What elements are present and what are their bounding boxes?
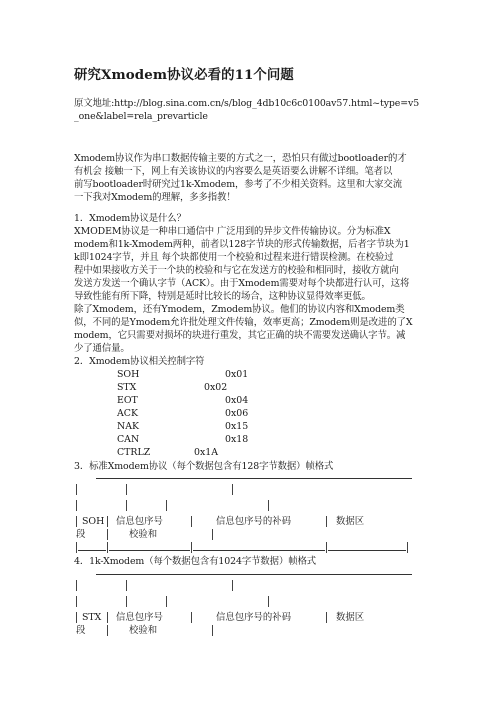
frame-divider xyxy=(76,612,77,623)
frame-bottom-rule xyxy=(193,550,325,551)
control-name-soh: SOH xyxy=(117,369,140,380)
field-packet-seq-complement: 信息包序号的补码 xyxy=(216,516,292,527)
control-value-soh: 0x01 xyxy=(225,369,249,380)
control-value-ctrlz: 0x1A xyxy=(194,447,218,458)
section-1-para2-line-3: modem，它只需要对损坏的块进行重发，其它正确的块不需要发送确认字节。减 xyxy=(74,330,406,341)
field-data-area-cont: 段 xyxy=(76,529,86,540)
control-value-eot: 0x04 xyxy=(225,395,249,406)
section-1-para1-line-6: 导致性能有所下降，特别是延时比较长的场合，这种协议显得效率更低。 xyxy=(74,291,371,302)
source-url-line-1[interactable]: 原文地址:http://blog.sina.com.cn/s/blog_4db10c6c0100av57.html~type=v5 xyxy=(74,98,420,109)
frame-top-rule xyxy=(96,478,412,479)
intro-line-4: 一下我对Xmodem的理解，多多指教！ xyxy=(74,192,236,203)
section-1-para1-line-3: k即1024字节，并且 每个块都使用一个校验和过程来进行错误检测。在校验过 xyxy=(74,252,394,263)
field-data-area-cont: 段 xyxy=(76,625,86,636)
field-data-area: 数据区 xyxy=(336,516,365,527)
section-4-heading: 4．1k-Xmodem（每个数据包含有1024字节数据）帧格式 xyxy=(74,556,317,567)
field-packet-seq: 信息包序号 xyxy=(116,612,163,623)
field-start-byte: SOH xyxy=(82,516,105,527)
frame-divider xyxy=(268,596,269,607)
frame-divider xyxy=(76,542,77,553)
frame-divider xyxy=(126,484,127,495)
intro-line-3: 前写bootloader时研究过1k-Xmodem，参考了不少相关资料。这里和大家交流 xyxy=(74,179,402,190)
control-name-stx: STX xyxy=(117,382,137,393)
field-checksum: 校验和 xyxy=(129,529,158,540)
frame-divider xyxy=(232,580,233,591)
control-name-nak: NAK xyxy=(117,421,139,432)
control-value-ack: 0x06 xyxy=(225,408,249,419)
frame-divider xyxy=(107,516,108,527)
section-1-para1-line-1: XMODEM协议是一种串口通信中 广泛用到的异步文件传输协议。分为标准X xyxy=(74,226,391,237)
field-packet-seq: 信息包序号 xyxy=(116,516,163,527)
frame-divider xyxy=(107,625,108,636)
field-checksum: 校验和 xyxy=(129,625,158,636)
control-value-stx: 0x02 xyxy=(204,382,228,393)
frame-divider xyxy=(76,500,77,511)
field-start-byte: STX xyxy=(82,612,102,623)
control-name-ctrlz: CTRLZ xyxy=(117,447,151,458)
frame-divider xyxy=(107,542,108,553)
control-value-can: 0x18 xyxy=(225,434,249,445)
field-packet-seq-complement: 信息包序号的补码 xyxy=(216,612,292,623)
intro-line-2: 有机会 接触一下，网上有关该协议的内容要么是英语要么讲解不详细。笔者以 xyxy=(74,166,393,177)
frame-divider xyxy=(268,500,269,511)
section-1-heading: 1．Xmodem协议是什么？ xyxy=(74,213,186,224)
frame-divider xyxy=(191,516,192,527)
frame-top-rule xyxy=(96,574,412,575)
control-name-eot: EOT xyxy=(117,395,138,406)
intro-line-1: Xmodem协议作为串口数据传输主要的方式之一，恐怕只有做过bootloader的才 xyxy=(74,153,407,164)
control-name-ack: ACK xyxy=(117,408,138,419)
frame-divider xyxy=(326,542,327,553)
frame-divider xyxy=(232,484,233,495)
frame-divider xyxy=(166,500,167,511)
section-1-para2-line-1: 除了Xmodem，还有Ymodem，Zmodem协议。他们的协议内容和Xmodem类 xyxy=(74,304,405,315)
section-1-para1-line-2: modem和1k-Xmodem两种，前者以128字节块的形式传输数据，后者字节块为1 xyxy=(74,239,410,250)
frame-divider xyxy=(76,596,77,607)
frame-divider xyxy=(166,596,167,607)
section-2-heading: 2．Xmodem协议相关控制字符 xyxy=(74,356,205,367)
frame-bottom-rule xyxy=(109,550,190,551)
page-title: 研究Xmodem协议必看的11个问题 xyxy=(74,67,294,83)
frame-divider xyxy=(76,580,77,591)
section-1-para2-line-4: 少了通信量。 xyxy=(74,343,130,354)
frame-divider xyxy=(126,500,127,511)
frame-bottom-rule xyxy=(78,550,106,551)
section-1-para2-line-2: 似，不同的是Ymodem允许批处理文件传输，效率更高；Zmodem则是改进的了X xyxy=(74,317,413,328)
frame-divider xyxy=(126,596,127,607)
section-1-para1-line-5: 发送方发送一个确认字节（ACK）。由于Xmodem需要对每个块都进行认可，这将 xyxy=(74,278,410,289)
field-data-area: 数据区 xyxy=(336,612,365,623)
frame-divider xyxy=(407,542,408,553)
frame-divider xyxy=(126,580,127,591)
frame-divider xyxy=(107,529,108,540)
source-url-line-2[interactable]: _one&label=rela_prevarticle xyxy=(74,111,208,122)
frame-divider xyxy=(326,516,327,527)
frame-bottom-rule xyxy=(328,550,406,551)
frame-divider xyxy=(191,542,192,553)
control-value-nak: 0x15 xyxy=(225,421,249,432)
frame-divider xyxy=(212,529,213,540)
section-1-para1-line-4: 程中如果接收方关于一个块的校验和与它在发送方的校验和相同时，接收方就向 xyxy=(74,265,399,276)
frame-divider xyxy=(76,484,77,495)
frame-divider xyxy=(107,612,108,623)
control-name-can: CAN xyxy=(117,434,140,445)
section-3-heading: 3．标准Xmodem协议（每个数据包含有128字节数据）帧格式 xyxy=(74,461,334,472)
frame-divider xyxy=(326,612,327,623)
frame-divider xyxy=(191,612,192,623)
frame-divider xyxy=(212,625,213,636)
frame-divider xyxy=(76,516,77,527)
